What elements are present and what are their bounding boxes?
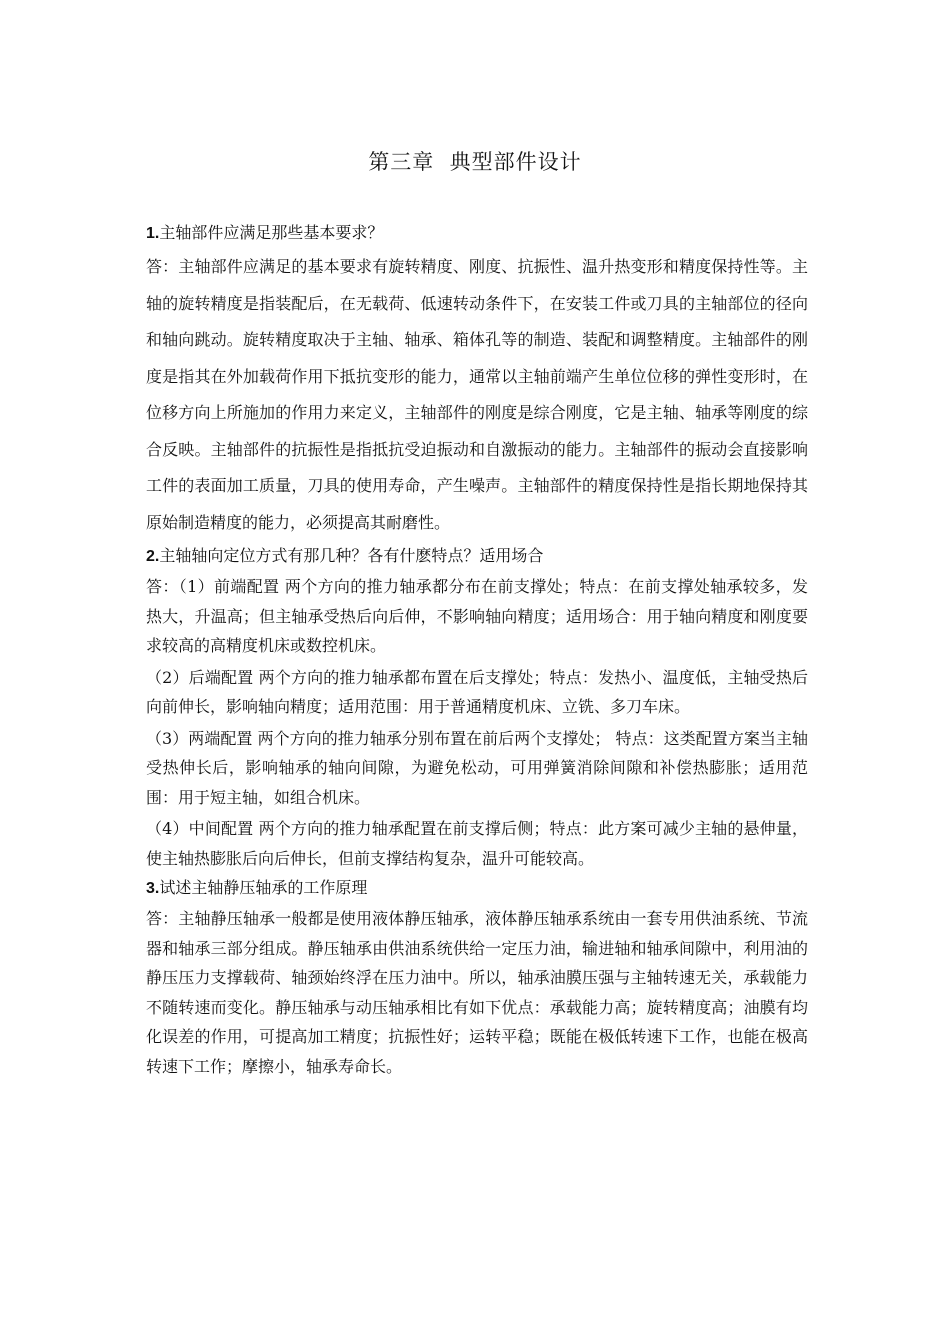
question-1-answer: 答：主轴部件应满足的基本要求有旋转精度、刚度、抗振性、温升热变形和精度保持性等。主轴的旋转精度是指装配后，在无载荷、低速转动条件下，在安装工件或刀具的主轴部位的径向和轴向跳动。旋转精度取决于主轴、轴承、箱体孔等的制造、装配和调整精度。主轴部件的刚度是指其在外加载荷作用下抵抗变形的能力，通常以主轴前端产生单位位移的弹性变形时，在位移方向上所施加的作用力来定义，主轴部件的刚度是综合刚度，它是主轴、轴承等刚度的综合反映。主轴部件的抗振性是指抵抗受迫振动和自激振动的能力。主轴部件的振动会直接影响工件的表面加工质量，刀具的使用寿命，产生噪声。主轴部件的精度保持性是指长期地保持其原始制造精度的能力，必须提高其耐磨性。 [146,257,808,532]
question-2-answer-middle: （4）中间配置 两个方向的推力轴承配置在前支撑后侧；特点：此方案可减少主轴的悬伸量，使主轴热膨胀后向后伸长，但前支撑结构复杂，温升可能较高。 [146,819,808,868]
question-1-heading [146,218,808,249]
question-2-text: 主轴轴向定位方式有那几种？各有什麽特点？适用场合 [159,546,544,565]
chapter-title: 第三章 典型部件设计 [368,150,582,174]
question-2-section [146,541,808,873]
question-3-text: 试述主轴静压轴承的工作原理 [159,878,368,897]
document-body [146,218,808,1081]
question-3-section [146,873,808,1081]
question-2-answer-front: 答：（1）前端配置 两个方向的推力轴承都分布在前支撑处；特点：在前支撑处轴承较多，发热大，升温高；但主轴承受热后向后伸，不影响轴向精度；适用场合：用于轴向精度和刚度要求较高的高精度机床或数控机床。 [146,577,808,655]
question-3-heading [146,873,808,904]
question-2-number: 2. [146,548,160,565]
question-3-answer: 答：主轴静压轴承一般都是使用液体静压轴承，液体静压轴承系统由一套专用供油系统、节流器和轴承三部分组成。静压轴承由供油系统供给一定压力油，输进轴和轴承间隙中，利用油的静压压力支撑载荷、轴颈始终浮在压力油中。所以，轴承油膜压强与主轴转速无关，承载能力不随转速而变化。静压轴承与动压轴承相比有如下优点：承载能力高；旋转精度高；油膜有均化误差的作用，可提高加工精度；抗振性好；运转平稳；既能在极低转速下工作，也能在极高转速下工作；摩擦小，轴承寿命长。 [146,909,808,1076]
question-1-text: 主轴部件应满足那些基本要求？ [159,223,384,242]
question-3-number: 3. [146,880,160,897]
question-2-heading [146,541,808,572]
question-1-number: 1. [146,225,160,242]
question-1-section [146,218,808,541]
question-2-answer-rear: （2）后端配置 两个方向的推力轴承都布置在后支撑处；特点：发热小、温度低，主轴受热后向前伸长，影响轴向精度；适用范围：用于普通精度机床、立铣、多刀车床。 [146,667,808,716]
question-2-answer-both: （3）两端配置 两个方向的推力轴承分别布置在前后两个支撑处； 特点：这类配置方案当主轴受热伸长后，影响轴承的轴向间隙，为避免松动，可用弹簧消除间隙和补偿热膨胀；适用范围：用于短主轴，如组合机床。 [146,728,808,807]
